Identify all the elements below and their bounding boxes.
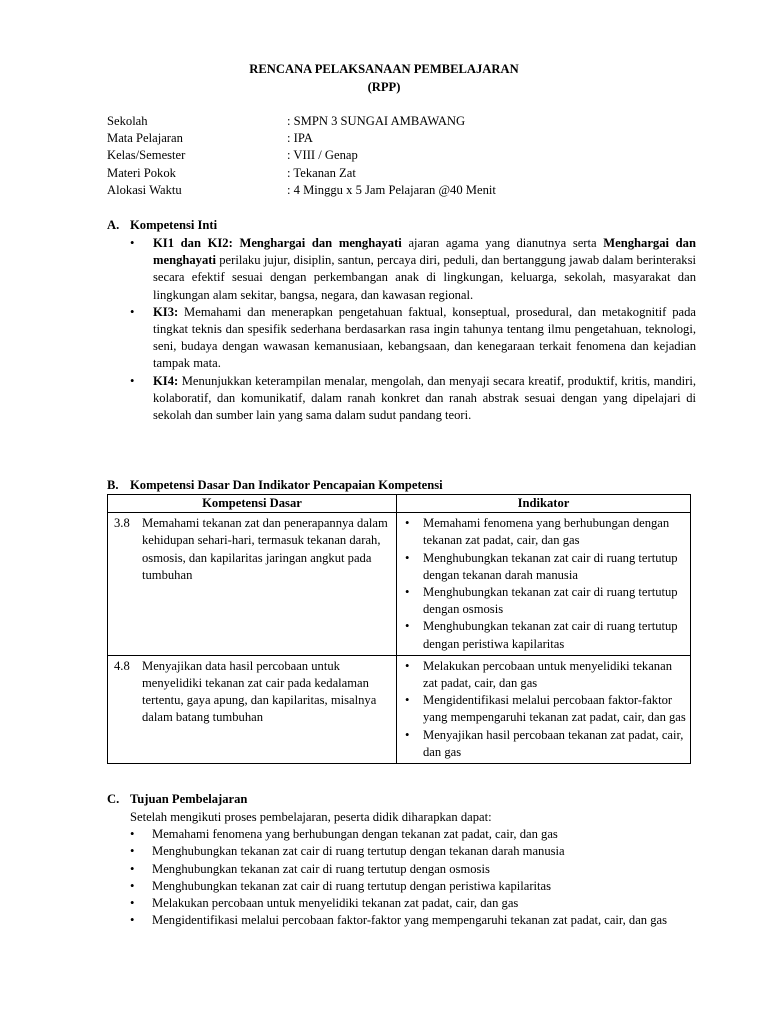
bullet: • (130, 878, 135, 893)
list-item (130, 826, 696, 843)
bullet: • (405, 693, 410, 708)
ki-label: KI3: (153, 304, 179, 319)
section-b-heading (107, 477, 443, 494)
kd-cell (108, 655, 397, 763)
section-title: Kompetensi Inti (130, 218, 218, 232)
bullet: • (405, 727, 410, 742)
info-value: : VIII / Genap (287, 148, 358, 163)
indikator-item (401, 658, 686, 692)
kd-number: 3.8 (114, 516, 130, 531)
title-line-1: RENCANA PELAKSANAAN PEMBELAJARAN (249, 62, 519, 76)
bullet: • (130, 861, 135, 876)
tujuan-text: Menghubungkan tekanan zat cair di ruang tertutup dengan peristiwa kapilaritas (152, 878, 552, 893)
tujuan-text: Menghubungkan tekanan zat cair di ruang tertutup dengan osmosis (152, 861, 490, 876)
ki-label: KI1 dan KI2: (153, 236, 233, 250)
info-label: Mata Pelajaran (107, 131, 183, 146)
info-row (107, 130, 496, 147)
table-header-row (108, 495, 691, 513)
list-item (130, 912, 696, 929)
ki-bold-text: Menghargai dan menghayati (239, 236, 402, 250)
ki-label: KI4: (153, 373, 179, 388)
indikator-text: Menghubungkan tekanan zat cair di ruang tertutup dengan osmosis (423, 585, 678, 617)
tujuan-intro: Setelah mengikuti proses pembelajaran, peserta didik diharapkan dapat: (130, 810, 492, 824)
indikator-item (401, 584, 686, 618)
bullet: • (405, 516, 410, 531)
indikator-text: Memahami fenomena yang berhubungan dengan tekanan zat padat, cair, dan gas (423, 516, 670, 548)
indikator-text: Menghubungkan tekanan zat cair di ruang tertutup dengan peristiwa kapilaritas (423, 619, 678, 651)
ki-text: perilaku jujur, disiplin, santun, percaya diri, peduli, dan bertanggung jawab dalam berinteraksi secara efektif sesuai dengan perkembangan anak di lingkungan, keluarga, sekolah, masyarakat dan lingkungan alam sekitar, bangsa, negara, dan kawasan regional. (153, 253, 696, 302)
kd-number: 4.8 (114, 658, 130, 673)
kd-text: Menyajikan data hasil percobaan untuk menyelidiki tekanan zat cair pada kedalaman tertentu, gaya apung, dan kapilaritas, misalnya dalam batang tumbuhan (142, 658, 377, 725)
bullet: • (405, 550, 410, 565)
title-line-2: (RPP) (367, 80, 401, 94)
bullet: • (405, 658, 410, 673)
ki-text: Menunjukkan keterampilan menalar, mengolah, dan menyaji secara kreatif, produktif, kritis, mandiri, kolaboratif, dan komunikatif, dalam ranah konkret dan ranah abstrak sesuai dengan yang dipelajari di sekolah dan sumber lain yang sama dalam sudut pandang teori. (153, 373, 696, 423)
info-row (107, 147, 496, 164)
ki-item-ki3 (130, 304, 696, 373)
list-item (130, 878, 696, 895)
ki-bold-text: Menghargai dan menghayati (153, 236, 696, 268)
section-a-heading (107, 217, 217, 234)
tujuan-text: Menghubungkan tekanan zat cair di ruang tertutup dengan tekanan darah manusia (152, 844, 565, 859)
tujuan-list (130, 809, 696, 929)
info-row (107, 113, 496, 130)
info-row (107, 165, 496, 182)
indikator-text: Mengidentifikasi melalui percobaan faktor-faktor yang mempengaruhi tekanan zat padat, cair, dan gas (423, 693, 686, 725)
indikator-item (401, 727, 686, 761)
section-letter: B. (107, 478, 119, 492)
info-value: : Tekanan Zat (287, 165, 356, 180)
ki-text: Memahami dan menerapkan pengetahuan faktual, konseptual, prosedural, dan metakognitif pada tingkat teknis dan spesifik sederhana berdasarkan rasa ingin tahunya tentang ilmu pengetahuan, teknologi, seni, budaya dengan wawasan kemanusiaan, kebangsaan, dan kenegaraan terkait fenomena dan kejadian tampak mata. (153, 304, 696, 371)
tujuan-text: Mengidentifikasi melalui percobaan faktor-faktor yang mempengaruhi tekanan zat padat, cair, dan gas (152, 913, 668, 928)
ki-item-ki4 (130, 373, 696, 425)
bullet: • (405, 619, 410, 634)
indikator-cell (397, 655, 691, 763)
document-title (0, 60, 768, 96)
list-item (130, 861, 696, 878)
bullet: • (130, 236, 135, 250)
ki-text: ajaran agama yang dianutnya serta (401, 236, 604, 250)
bullet: • (130, 304, 135, 319)
indikator-text: Menyajikan hasil percobaan tekanan zat padat, cair, dan gas (423, 727, 684, 759)
info-label: Materi Pokok (107, 165, 176, 180)
section-letter: A. (107, 218, 120, 232)
section-letter: C. (107, 792, 120, 806)
table-row (108, 655, 691, 763)
indikator-text: Menghubungkan tekanan zat cair di ruang tertutup dengan tekanan darah manusia (423, 550, 678, 582)
indikator-cell (397, 513, 691, 656)
section-c-heading (107, 791, 247, 808)
indikator-item (401, 550, 686, 584)
kd-cell (108, 513, 397, 656)
tujuan-text: Memahami fenomena yang berhubungan dengan tekanan zat padat, cair, dan gas (152, 827, 558, 842)
info-value: : 4 Minggu x 5 Jam Pelajaran @40 Menit (287, 182, 496, 197)
info-label: Kelas/Semester (107, 148, 186, 163)
info-value: : IPA (287, 131, 313, 146)
bullet: • (130, 844, 135, 859)
ki-item-ki1-ki2 (130, 235, 696, 304)
indikator-text: Melakukan percobaan untuk menyelidiki tekanan zat padat, cair, dan gas (423, 658, 672, 691)
info-label: Sekolah (107, 114, 148, 128)
bullet: • (130, 373, 135, 388)
indikator-item (401, 618, 686, 652)
list-item (130, 843, 696, 860)
tujuan-text: Melakukan percobaan untuk menyelidiki tekanan zat padat, cair, dan gas (152, 896, 519, 911)
bullet: • (130, 913, 135, 928)
list-item (130, 895, 696, 912)
info-value: : SMPN 3 SUNGAI AMBAWANG (287, 114, 466, 128)
section-title: Tujuan Pembelajaran (130, 792, 248, 806)
column-header-indikator: Indikator (397, 495, 691, 513)
kompetensi-table (107, 494, 691, 764)
column-header-kd: Kompetensi Dasar (108, 495, 397, 513)
indikator-item (401, 515, 686, 549)
identity-block (107, 113, 496, 199)
kompetensi-inti-list (130, 235, 696, 424)
info-row (107, 182, 496, 199)
bullet: • (405, 585, 410, 600)
bullet: • (130, 896, 135, 911)
info-label: Alokasi Waktu (107, 182, 182, 197)
bullet: • (130, 827, 135, 842)
indikator-item (401, 692, 686, 726)
kd-text: Memahami tekanan zat dan penerapannya dalam kehidupan sehari-hari, termasuk tekanan darah, osmosis, dan kapilaritas jaringan angkut pada tumbuhan (142, 516, 388, 582)
section-title: Kompetensi Dasar Dan Indikator Pencapaian Kompetensi (130, 478, 443, 492)
table-row (108, 513, 691, 656)
